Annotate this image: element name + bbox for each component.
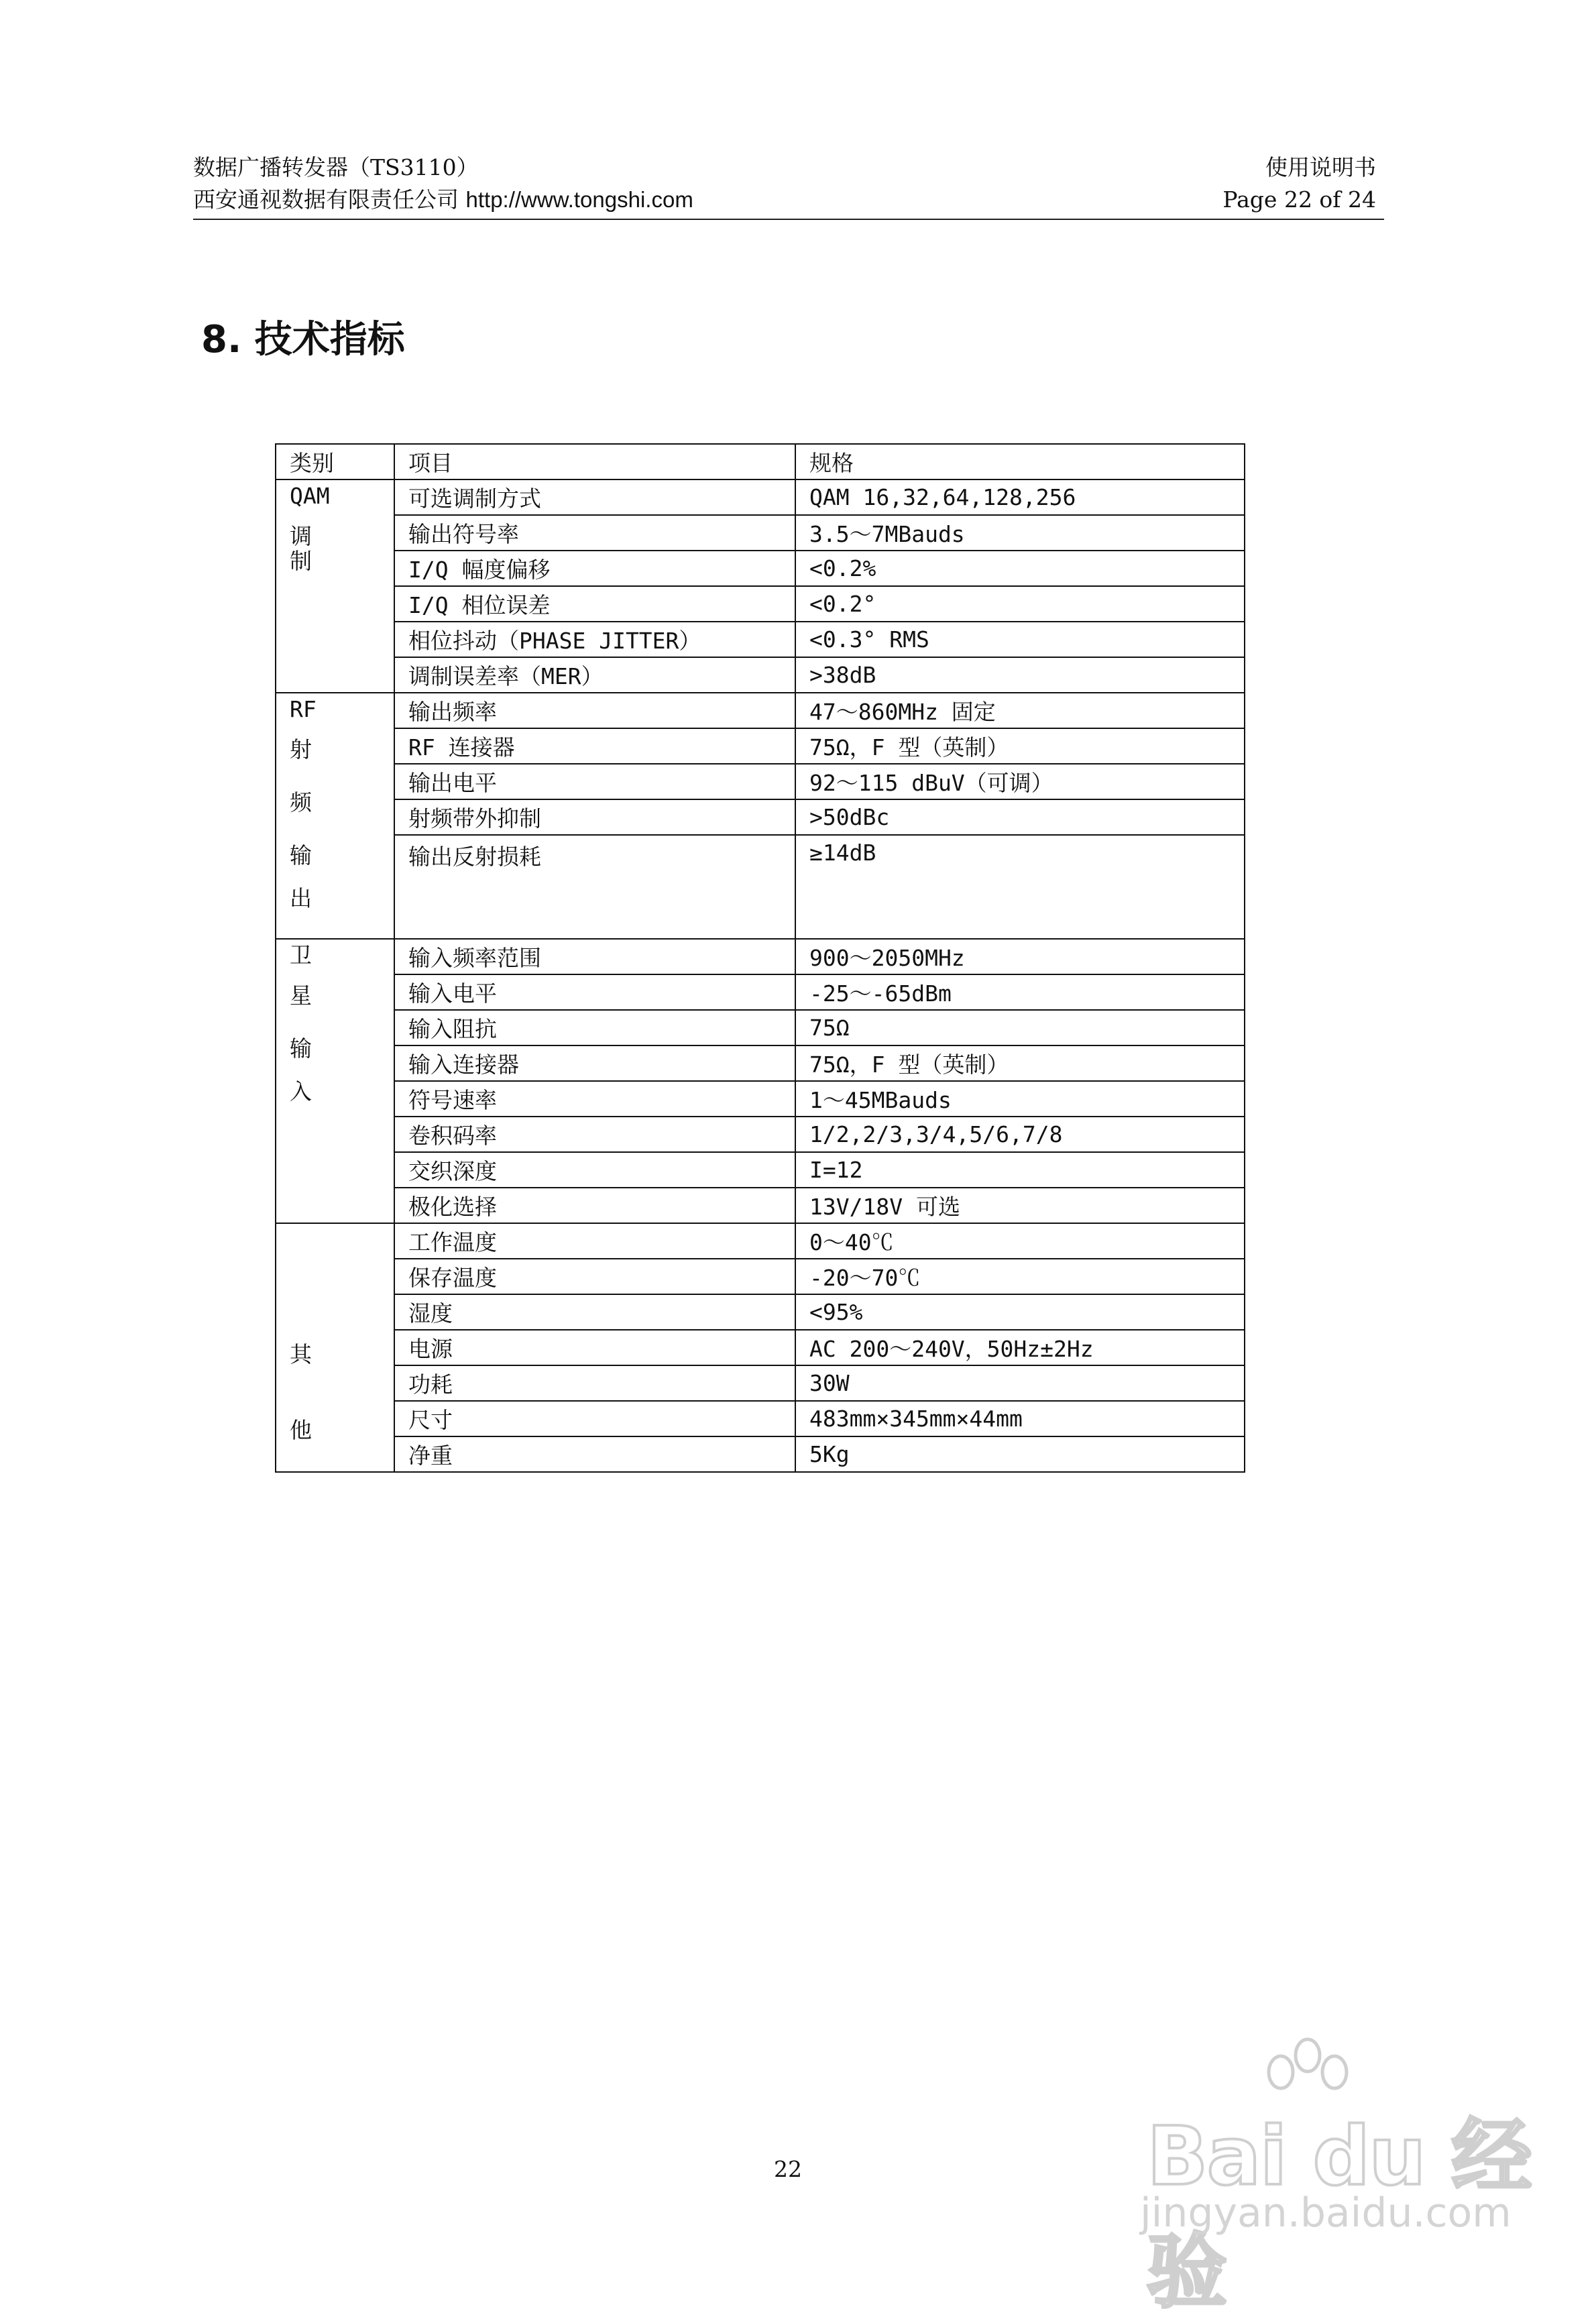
item-cell: 工作温度 (394, 1223, 795, 1259)
category-satellite-input (276, 939, 394, 1223)
table-row (276, 551, 1245, 586)
header-company-line (193, 184, 693, 216)
item-cell: 湿度 (394, 1294, 795, 1330)
item-cell: 输入电平 (394, 974, 795, 1010)
spec-cell: <95% (795, 1294, 1245, 1330)
spec-cell: I=12 (795, 1152, 1245, 1188)
table-row (276, 479, 1245, 515)
header-doc-type: 使用说明书 (1265, 154, 1376, 180)
spec-cell: 1/2,2/3,3/4,5/6,7/8 (795, 1117, 1245, 1152)
spec-cell: 47～860MHz 固定 (795, 693, 1245, 728)
item-cell: 输入阻抗 (394, 1010, 795, 1045)
spec-cell: <0.2° (795, 586, 1245, 622)
category-qam: QAM 调 制 (276, 479, 394, 693)
table-row (276, 586, 1245, 622)
category-line: QAM (290, 483, 330, 509)
item-cell: 射频带外抑制 (394, 799, 795, 835)
spec-cell: >50dBc (795, 799, 1245, 835)
category-line: 调 (290, 523, 312, 549)
category-line: 他 (290, 1416, 312, 1443)
table-row (276, 657, 1245, 693)
header-company: 西安通视数据有限责任公司 (193, 186, 459, 213)
spec-cell: >38dB (795, 657, 1245, 693)
header-page-info: Page 22 of 24 (1222, 186, 1376, 213)
category-line: 输 (290, 842, 312, 868)
table-row (276, 693, 1245, 728)
page-number: 22 (774, 2156, 802, 2182)
item-cell: 输出符号率 (394, 515, 795, 551)
table-row (276, 1401, 1245, 1436)
table-row (276, 1330, 1245, 1365)
spec-cell: 0～40℃ (795, 1223, 1245, 1259)
table-row (276, 1010, 1245, 1045)
page-header-right (1222, 152, 1376, 216)
spec-cell: 30W (795, 1365, 1245, 1401)
watermark-logo-text: Bai du 经验 (1147, 2110, 1531, 2319)
spec-cell: 3.5～7MBauds (795, 515, 1245, 551)
spec-cell: 900～2050MHz (795, 939, 1245, 974)
table-row (276, 1365, 1245, 1401)
item-cell: 符号速率 (394, 1081, 795, 1117)
item-cell: 输出电平 (394, 764, 795, 799)
table-row (276, 1081, 1245, 1117)
item-cell: 可选调制方式 (394, 479, 795, 515)
category-line: 入 (290, 1078, 312, 1104)
header-item: 项目 (394, 444, 795, 479)
item-cell: RF 连接器 (394, 728, 795, 764)
item-cell: I/Q 幅度偏移 (394, 551, 795, 586)
table-row (276, 728, 1245, 764)
table-row (276, 1045, 1245, 1081)
spec-cell: 75Ω，F 型（英制） (795, 728, 1245, 764)
table-row (276, 1117, 1245, 1152)
page-header-left (193, 152, 693, 216)
category-line: RF (290, 696, 317, 722)
table-row (276, 1259, 1245, 1294)
item-cell: 净重 (394, 1436, 795, 1472)
header-product: 数据广播转发器（TS3110） (193, 154, 479, 180)
item-cell: 输入频率范围 (394, 939, 795, 974)
table-row (276, 515, 1245, 551)
table-row (276, 1294, 1245, 1330)
table-row (276, 1188, 1245, 1223)
spec-cell: -20～70℃ (795, 1259, 1245, 1294)
category-line: 射 (290, 736, 312, 762)
spec-cell: AC 200～240V，50Hz±2Hz (795, 1330, 1245, 1365)
item-cell: 卷积码率 (394, 1117, 795, 1152)
category-line: 其 (290, 1341, 312, 1367)
item-cell: 输入连接器 (394, 1045, 795, 1081)
item-cell: 保存温度 (394, 1259, 795, 1294)
spec-cell: <0.2% (795, 551, 1245, 586)
spec-cell: 92～115 dBuV（可调） (795, 764, 1245, 799)
table-row (276, 974, 1245, 1010)
table-row (276, 764, 1245, 799)
category-line: 卫 (290, 942, 312, 968)
category-other (276, 1223, 394, 1472)
item-cell: 尺寸 (394, 1401, 795, 1436)
table-row (276, 622, 1245, 657)
spec-table (275, 443, 1245, 1473)
spec-cell: ≥14dB (795, 835, 1245, 939)
spec-cell: -25～-65dBm (795, 974, 1245, 1010)
spec-cell: 483mm×345mm×44mm (795, 1401, 1245, 1436)
spec-cell: QAM 16,32,64,128,256 (795, 479, 1245, 515)
item-cell: 功耗 (394, 1365, 795, 1401)
header-category: 类别 (276, 444, 394, 479)
category-line: 出 (290, 885, 312, 911)
spec-cell: 75Ω，F 型（英制） (795, 1045, 1245, 1081)
section-title: 8. 技术指标 (201, 318, 405, 361)
category-line: 输 (290, 1035, 312, 1062)
category-rf (276, 693, 394, 939)
baidu-watermark (1133, 2032, 1536, 2319)
table-row (276, 1436, 1245, 1472)
item-cell: 极化选择 (394, 1188, 795, 1223)
spec-cell: 13V/18V 可选 (795, 1188, 1245, 1223)
header-url-link[interactable]: http://www.tongshi.com (465, 187, 693, 212)
item-cell: 输出频率 (394, 693, 795, 728)
item-cell: 调制误差率（MER） (394, 657, 795, 693)
table-row (276, 1223, 1245, 1259)
spec-cell: 75Ω (795, 1010, 1245, 1045)
header-divider (193, 219, 1384, 220)
item-cell: 相位抖动（PHASE JITTER） (394, 622, 795, 657)
category-line: 星 (290, 982, 312, 1009)
spec-cell: <0.3° RMS (795, 622, 1245, 657)
spec-cell: 5Kg (795, 1436, 1245, 1472)
table-row (276, 1152, 1245, 1188)
header-spec: 规格 (795, 444, 1245, 479)
watermark-domain: jingyan.baidu.com (1140, 2190, 1512, 2236)
item-cell: 电源 (394, 1330, 795, 1365)
item-cell: 输出反射损耗 (394, 835, 795, 939)
table-row (276, 799, 1245, 835)
item-cell: 交织深度 (394, 1152, 795, 1188)
spec-cell: 1～45MBauds (795, 1081, 1245, 1117)
category-line: 频 (290, 789, 312, 815)
table-row (276, 939, 1245, 974)
table-row (276, 835, 1245, 939)
item-cell: I/Q 相位误差 (394, 586, 795, 622)
table-header-row (276, 444, 1245, 479)
